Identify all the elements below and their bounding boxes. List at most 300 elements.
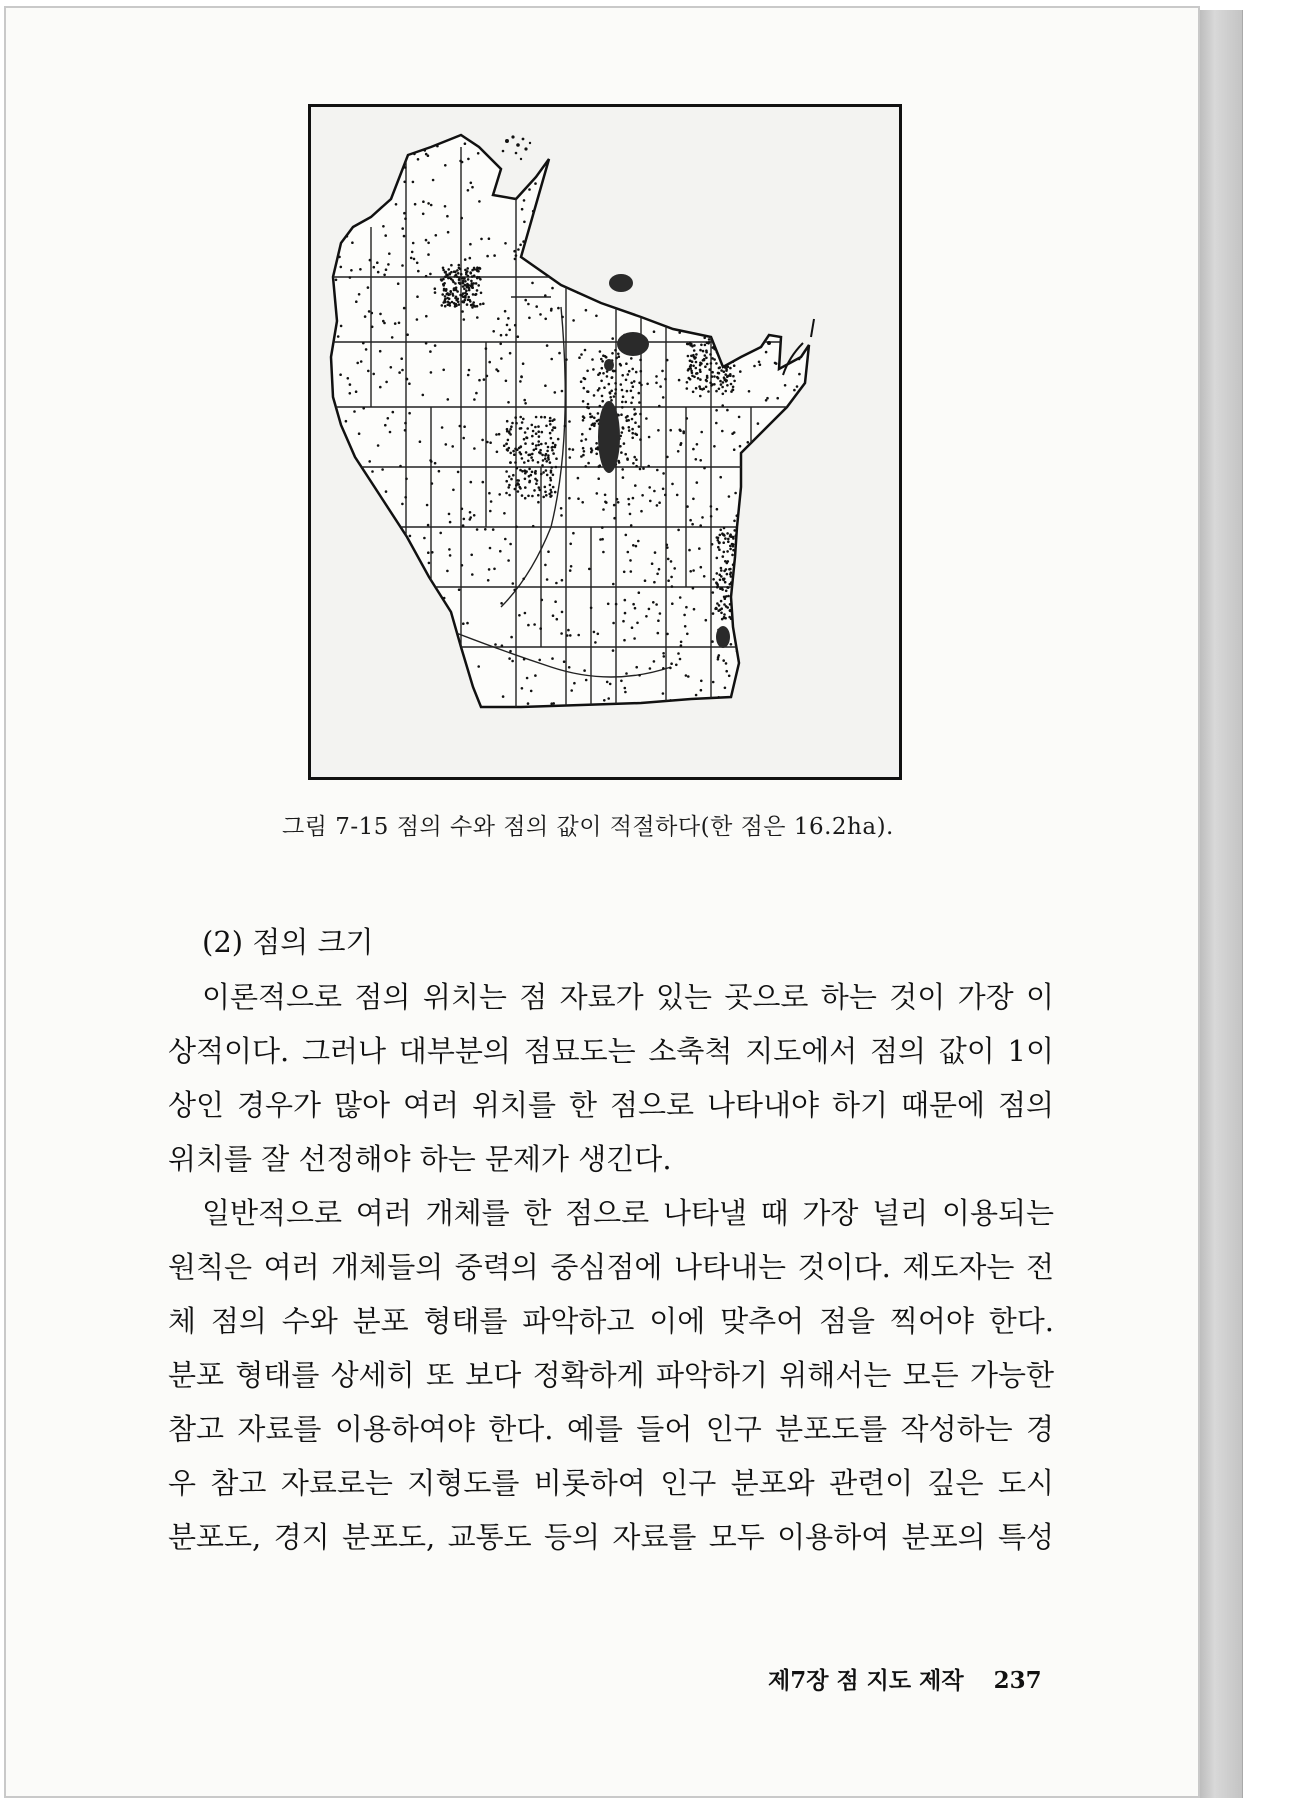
map-dot [645, 615, 648, 618]
map-dot [486, 375, 489, 378]
map-dot [393, 531, 396, 534]
map-dot [347, 377, 350, 380]
map-dot [441, 617, 444, 620]
map-dot [759, 264, 762, 267]
map-dot [547, 550, 550, 553]
map-dot [683, 614, 686, 617]
map-dot [704, 344, 707, 347]
map-dot [636, 433, 639, 436]
map-dot [747, 667, 750, 670]
map-dot [462, 282, 465, 285]
map-dot [577, 477, 580, 480]
map-dot [535, 482, 538, 485]
map-dot [527, 303, 530, 306]
map-dot [417, 158, 420, 161]
map-dot [621, 431, 624, 434]
map-dot [527, 702, 530, 705]
map-dot [352, 570, 355, 573]
map-dot [717, 537, 720, 540]
map-dot [533, 623, 536, 626]
map-dot [601, 360, 604, 363]
map-dot [401, 227, 404, 230]
map-dot [446, 215, 449, 218]
map-dot [345, 420, 348, 423]
map-dot [801, 328, 804, 331]
map-dot [801, 252, 804, 255]
map-dot [753, 548, 756, 551]
map-dot [461, 161, 464, 164]
map-dot [747, 348, 750, 351]
map-dot [330, 212, 333, 215]
map-dot [537, 430, 540, 433]
map-dot [731, 341, 734, 344]
map-dot [401, 503, 404, 506]
map-dot [413, 623, 416, 626]
map-dot [349, 181, 352, 184]
map-dot [799, 411, 802, 414]
map-dot [768, 658, 771, 661]
map-dot [418, 596, 421, 599]
map-dot [361, 554, 364, 557]
map-dot [445, 288, 448, 291]
map-dot [784, 538, 787, 541]
map-dot [447, 268, 450, 271]
map-dot [698, 385, 701, 388]
map-dot [690, 355, 693, 358]
map-dot [561, 611, 564, 614]
map-dot [469, 243, 472, 246]
map-dot [494, 643, 497, 646]
map-dot [337, 335, 340, 338]
map-dot [702, 350, 705, 353]
map-dot [585, 309, 588, 312]
map-dot [488, 568, 491, 571]
map-dot [549, 420, 552, 423]
map-dot [458, 276, 461, 279]
map-dot [377, 444, 380, 447]
map-dot [613, 395, 616, 398]
map-dot [609, 392, 612, 395]
map-dot [730, 383, 733, 386]
map-dot [558, 352, 561, 355]
map-dot [534, 478, 537, 481]
dot-density-map-figure [308, 104, 902, 780]
map-dot [722, 534, 725, 537]
map-dot [804, 666, 807, 669]
map-dot [798, 373, 801, 376]
map-dot [444, 295, 447, 298]
map-dot [799, 518, 802, 521]
map-dot [473, 274, 476, 277]
map-dot [478, 379, 481, 382]
map-dot [698, 180, 701, 183]
map-dot [566, 634, 569, 637]
map-dot [552, 614, 555, 617]
map-dot [531, 282, 534, 285]
map-dot [567, 157, 570, 160]
map-dot [565, 144, 568, 147]
map-dot [709, 382, 712, 385]
map-dot [568, 666, 571, 669]
map-dot [511, 422, 514, 425]
map-dot [557, 438, 560, 441]
map-dot [741, 535, 744, 538]
map-dot [761, 608, 764, 611]
map-dot [632, 603, 635, 606]
map-dot [613, 517, 616, 520]
map-dot [612, 622, 615, 625]
map-dot [519, 469, 522, 472]
map-dot [523, 221, 526, 224]
map-dot [601, 138, 604, 141]
map-dot [520, 453, 523, 456]
map-dot [554, 444, 557, 447]
map-dot [762, 445, 765, 448]
map-dot [631, 437, 634, 440]
map-dot [337, 578, 340, 581]
map-dot [554, 600, 557, 603]
map-dot [723, 370, 726, 373]
map-dot [612, 583, 615, 586]
map-dot [715, 581, 718, 584]
map-dot [732, 327, 735, 330]
map-dot [462, 622, 465, 625]
map-dot [429, 459, 432, 462]
map-dot [648, 608, 651, 611]
map-dot [692, 448, 695, 451]
map-dot [747, 441, 750, 444]
map-dot [453, 270, 456, 273]
map-dot [524, 497, 527, 500]
map-dot [456, 269, 459, 272]
map-dot [695, 387, 698, 390]
map-dot [356, 362, 359, 365]
map-dot [554, 426, 557, 429]
map-dot [688, 549, 691, 552]
map-dot [620, 680, 623, 683]
map-dot [708, 368, 711, 371]
map-dot [679, 658, 682, 661]
map-dot [471, 269, 474, 272]
map-dot [719, 366, 722, 369]
map-dot [755, 457, 758, 460]
map-dot [723, 376, 726, 379]
map-dot [412, 242, 415, 245]
map-dot [717, 539, 720, 542]
map-dot [497, 317, 500, 320]
map-dot [596, 492, 599, 495]
map-dot [742, 563, 745, 566]
map-dot [534, 472, 537, 475]
map-dot [406, 561, 409, 564]
map-dot [602, 551, 605, 554]
map-dot [695, 361, 698, 364]
map-dot [625, 401, 628, 404]
map-dot [692, 498, 695, 501]
map-dot [739, 546, 742, 549]
map-dot [521, 687, 524, 690]
map-dot [722, 541, 725, 544]
map-dot [587, 462, 590, 465]
map-dot [702, 242, 705, 245]
map-dot [598, 387, 601, 390]
map-dot [490, 500, 493, 503]
map-dot [724, 354, 727, 357]
map-dot [744, 616, 747, 619]
map-dot [729, 548, 732, 551]
map-dot [591, 424, 594, 427]
map-dot [371, 198, 374, 201]
map-dot [524, 612, 527, 615]
map-dot [669, 667, 672, 670]
map-dot [404, 217, 407, 220]
map-dot [716, 376, 719, 379]
map-dot [641, 288, 644, 291]
map-dot [742, 245, 745, 248]
map-dot [695, 294, 698, 297]
map-dot [532, 459, 535, 462]
map-dot [449, 554, 452, 557]
map-dot [630, 402, 633, 405]
map-dot [791, 519, 794, 522]
map-dot [724, 687, 727, 690]
map-dot [661, 370, 664, 373]
map-dot [366, 487, 369, 490]
map-dot [407, 576, 410, 579]
map-dot [705, 357, 708, 360]
map-dot [727, 375, 730, 378]
map-dot [462, 285, 465, 288]
map-dot [516, 448, 519, 451]
map-dot [508, 475, 511, 478]
map-dot [382, 608, 385, 611]
map-dot [565, 358, 568, 361]
map-dot [539, 253, 542, 256]
map-dot [517, 482, 520, 485]
map-dot [804, 624, 807, 627]
map-dot [754, 648, 757, 651]
map-dot [451, 445, 454, 448]
map-dot [522, 362, 525, 365]
map-dot [522, 418, 525, 421]
map-dot [738, 540, 741, 543]
map-dot [734, 590, 737, 593]
map-dot [689, 378, 692, 381]
map-dot [662, 692, 665, 695]
map-dot [723, 356, 726, 359]
map-dot [443, 282, 446, 285]
map-dot [527, 624, 530, 627]
map-dot [648, 486, 651, 489]
map-dot [803, 518, 806, 521]
map-dot [739, 245, 742, 248]
map-dot [568, 420, 571, 423]
map-dot [720, 607, 723, 610]
map-dot [535, 447, 538, 450]
map-dot [726, 346, 729, 349]
map-dot [476, 316, 479, 319]
map-dot [583, 450, 586, 453]
map-dot [634, 413, 637, 416]
map-dot [332, 691, 335, 694]
map-dot [488, 237, 491, 240]
map-dot [550, 491, 553, 494]
map-dot [640, 510, 643, 513]
map-dot [476, 528, 479, 531]
map-dot [664, 494, 667, 497]
map-dot [633, 637, 636, 640]
map-dot [738, 558, 741, 561]
map-dot [698, 547, 701, 550]
map-dot [618, 355, 621, 358]
map-dot [662, 290, 665, 293]
map-dot [630, 524, 633, 527]
map-dot [716, 341, 719, 344]
map-dot [516, 479, 519, 482]
map-dot [586, 390, 589, 393]
map-dot [677, 529, 680, 532]
map-dot [625, 416, 628, 419]
map-dot [782, 447, 785, 450]
map-dot [552, 442, 555, 445]
map-dot [581, 433, 584, 436]
map-dot [520, 148, 523, 151]
map-dot [699, 364, 702, 367]
map-dot [552, 474, 555, 477]
map-dot [747, 161, 750, 164]
map-dot [718, 704, 721, 707]
map-dot [658, 568, 661, 571]
map-dot [767, 578, 770, 581]
map-dot [411, 251, 414, 254]
map-dot [536, 240, 539, 243]
map-dot [635, 458, 638, 461]
map-dot [662, 300, 665, 303]
text-line: 참고 자료를 이용하여야 한다. 예를 들어 인구 분포도를 작성하는 경 [168, 1412, 1054, 1446]
map-dot [434, 344, 437, 347]
map-dot [640, 370, 643, 373]
map-dot [428, 596, 431, 599]
map-dot [626, 458, 629, 461]
map-dot [378, 619, 381, 622]
map-dot [692, 569, 695, 572]
map-dot [441, 304, 444, 307]
map-dot [678, 379, 681, 382]
map-dot [775, 475, 778, 478]
map-dot [724, 537, 727, 540]
map-dot [722, 659, 725, 662]
map-dot [726, 355, 729, 358]
map-dot [572, 448, 575, 451]
map-dot [729, 367, 732, 370]
map-dot [560, 632, 563, 635]
map-dot [725, 379, 728, 382]
map-dot [533, 489, 536, 492]
map-dot [610, 275, 613, 278]
map-dot [363, 487, 366, 490]
map-dot [477, 152, 480, 155]
map-dot [679, 596, 682, 599]
map-dot [638, 297, 641, 300]
map-dot [745, 603, 748, 606]
map-dot [560, 507, 563, 510]
map-dot [409, 608, 412, 611]
map-dot [788, 588, 791, 591]
map-dot [524, 486, 527, 489]
map-dot [385, 268, 388, 271]
map-dot [470, 272, 473, 275]
map-dot [692, 365, 695, 368]
map-dot [751, 217, 754, 220]
map-dot [720, 319, 723, 322]
map-dot [472, 293, 475, 296]
map-dot [676, 494, 679, 497]
map-dot [463, 288, 466, 291]
map-dot [807, 379, 810, 382]
map-dot [484, 528, 487, 531]
map-dot [362, 619, 365, 622]
map-dot [791, 345, 794, 348]
map-dot [454, 282, 457, 285]
map-dot [517, 490, 520, 493]
map-dot [695, 458, 698, 461]
map-dot [531, 435, 534, 438]
map-dot [681, 319, 684, 322]
map-dot [509, 461, 512, 464]
map-dot [679, 443, 682, 446]
map-dot [753, 555, 756, 558]
map-dot [467, 296, 470, 299]
map-dot [524, 402, 527, 405]
map-dot [623, 571, 626, 574]
map-dot [695, 372, 698, 375]
map-dot [766, 397, 769, 400]
map-dot [636, 188, 639, 191]
map-dot [396, 640, 399, 643]
map-dot [639, 468, 642, 471]
map-dot [551, 657, 554, 660]
map-dot [602, 508, 605, 511]
map-dot [795, 187, 798, 190]
map-dot [669, 429, 672, 432]
map-dot [743, 579, 746, 582]
map-dot [524, 442, 527, 445]
map-dot [775, 142, 778, 145]
map-dot [705, 619, 708, 622]
map-dot [699, 395, 702, 398]
map-dot [726, 409, 729, 412]
map-dot [741, 607, 744, 610]
map-dot [462, 692, 465, 695]
map-dot [609, 396, 612, 399]
map-dot [431, 686, 434, 689]
map-dot [332, 139, 335, 142]
map-dot [366, 580, 369, 583]
map-dot [726, 586, 729, 589]
map-dot [465, 273, 468, 276]
map-dot [712, 612, 715, 615]
map-dot [735, 612, 738, 615]
map-dot [470, 554, 473, 557]
map-dot [586, 370, 589, 373]
map-dot [783, 623, 786, 626]
map-dot [555, 582, 558, 585]
map-dot [757, 521, 760, 524]
map-dot [659, 612, 662, 615]
map-dot [373, 266, 376, 269]
map-dot [611, 352, 614, 355]
map-dot [717, 179, 720, 182]
